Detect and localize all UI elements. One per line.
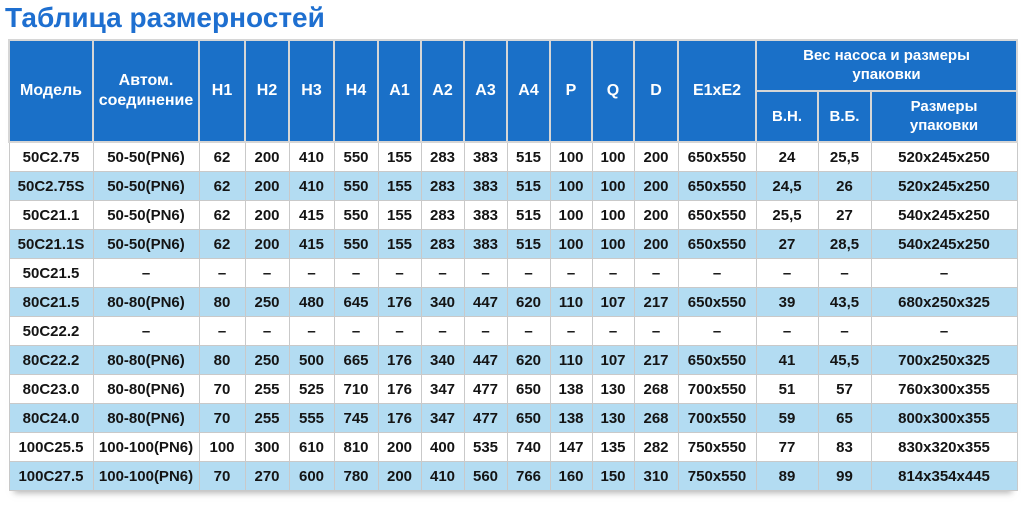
cell-a3: 383	[464, 142, 507, 172]
cell-p: –	[550, 259, 592, 288]
cell-a1: 200	[378, 462, 421, 491]
col-group-weight-and-packaging	[756, 40, 1017, 91]
col-header-e1xe2: E1xE2	[678, 40, 756, 142]
cell-connection: 80-80(PN6)	[93, 375, 199, 404]
cell-a1: 176	[378, 288, 421, 317]
table-row	[9, 404, 1017, 433]
cell-gross-weight: 26	[818, 172, 871, 201]
cell-net-weight: 41	[756, 346, 818, 375]
cell-model: 100C27.5	[9, 462, 93, 491]
table-row	[9, 346, 1017, 375]
cell-a1: 155	[378, 142, 421, 172]
cell-package-size: 760x300x355	[871, 375, 1017, 404]
cell-p: 138	[550, 375, 592, 404]
cell-a2: 340	[421, 346, 464, 375]
cell-e1xe2: –	[678, 259, 756, 288]
cell-h4: 550	[334, 172, 378, 201]
col-header-a1: A1	[378, 40, 421, 142]
cell-model: 80C23.0	[9, 375, 93, 404]
cell-e1xe2: 700x550	[678, 404, 756, 433]
cell-gross-weight: 57	[818, 375, 871, 404]
col-header-connection	[93, 40, 199, 142]
cell-h1: 80	[199, 288, 245, 317]
cell-q: 107	[592, 288, 634, 317]
cell-a1: –	[378, 317, 421, 346]
cell-e1xe2: 650x550	[678, 230, 756, 259]
cell-q: –	[592, 317, 634, 346]
cell-a3: –	[464, 317, 507, 346]
cell-a3: 383	[464, 230, 507, 259]
cell-connection: 80-80(PN6)	[93, 404, 199, 433]
cell-h3: 415	[289, 201, 334, 230]
cell-net-weight: 51	[756, 375, 818, 404]
cell-a4: 740	[507, 433, 550, 462]
cell-net-weight: 89	[756, 462, 818, 491]
cell-connection: –	[93, 259, 199, 288]
col-header-h1: H1	[199, 40, 245, 142]
cell-h2: 200	[245, 172, 289, 201]
cell-q: 130	[592, 404, 634, 433]
cell-h2: 250	[245, 346, 289, 375]
cell-e1xe2: 700x550	[678, 375, 756, 404]
cell-e1xe2: 650x550	[678, 288, 756, 317]
cell-h3: 600	[289, 462, 334, 491]
cell-a3: 447	[464, 346, 507, 375]
cell-h1: 62	[199, 201, 245, 230]
cell-h3: 610	[289, 433, 334, 462]
col-header-h2: H2	[245, 40, 289, 142]
col-header-a4: A4	[507, 40, 550, 142]
cell-a4: 515	[507, 201, 550, 230]
cell-a1: 155	[378, 201, 421, 230]
cell-p: –	[550, 317, 592, 346]
col-header-a3: A3	[464, 40, 507, 142]
cell-a2: 340	[421, 288, 464, 317]
cell-h4: 645	[334, 288, 378, 317]
cell-net-weight: 27	[756, 230, 818, 259]
col-header-model: Модель	[9, 40, 93, 142]
cell-gross-weight: 27	[818, 201, 871, 230]
cell-model: 50C2.75S	[9, 172, 93, 201]
cell-h3: 480	[289, 288, 334, 317]
col-header-connection-label: Автом. соединение	[98, 72, 194, 109]
cell-h3: 410	[289, 172, 334, 201]
cell-model: 50C2.75	[9, 142, 93, 172]
cell-a1: 176	[378, 375, 421, 404]
col-header-h3: H3	[289, 40, 334, 142]
cell-h3: 525	[289, 375, 334, 404]
cell-a2: 347	[421, 404, 464, 433]
cell-a3: 477	[464, 404, 507, 433]
cell-a2: –	[421, 317, 464, 346]
cell-p: 100	[550, 230, 592, 259]
cell-package-size: 800x300x355	[871, 404, 1017, 433]
cell-a3: –	[464, 259, 507, 288]
cell-package-size: 830x320x355	[871, 433, 1017, 462]
cell-a3: 383	[464, 201, 507, 230]
cell-net-weight: –	[756, 317, 818, 346]
cell-package-size: 814x354x445	[871, 462, 1017, 491]
cell-h3: –	[289, 317, 334, 346]
cell-h3: –	[289, 259, 334, 288]
table-row	[9, 375, 1017, 404]
cell-e1xe2: –	[678, 317, 756, 346]
cell-a3: 383	[464, 172, 507, 201]
cell-h1: 70	[199, 462, 245, 491]
table-row	[9, 433, 1017, 462]
cell-h2: –	[245, 317, 289, 346]
cell-gross-weight: –	[818, 317, 871, 346]
cell-h1: 100	[199, 433, 245, 462]
cell-model: 80C21.5	[9, 288, 93, 317]
cell-q: 100	[592, 201, 634, 230]
cell-d: –	[634, 317, 678, 346]
cell-h4: –	[334, 259, 378, 288]
table-row	[9, 288, 1017, 317]
cell-h4: –	[334, 317, 378, 346]
cell-connection: 50-50(PN6)	[93, 230, 199, 259]
cell-h2: 250	[245, 288, 289, 317]
cell-model: 80C22.2	[9, 346, 93, 375]
cell-d: –	[634, 259, 678, 288]
cell-h2: –	[245, 259, 289, 288]
cell-h1: 70	[199, 375, 245, 404]
col-header-net-weight: В.Н.	[756, 91, 818, 142]
cell-q: 100	[592, 230, 634, 259]
cell-e1xe2: 650x550	[678, 201, 756, 230]
cell-a3: 447	[464, 288, 507, 317]
cell-h1: 70	[199, 404, 245, 433]
cell-h1: 62	[199, 172, 245, 201]
cell-a2: 347	[421, 375, 464, 404]
cell-connection: 80-80(PN6)	[93, 346, 199, 375]
cell-a2: 400	[421, 433, 464, 462]
cell-d: 217	[634, 346, 678, 375]
cell-gross-weight: –	[818, 259, 871, 288]
cell-p: 100	[550, 142, 592, 172]
cell-p: 110	[550, 346, 592, 375]
cell-a1: 200	[378, 433, 421, 462]
col-header-package-size-label: Размеры упаковки	[909, 97, 979, 134]
cell-a4: 515	[507, 230, 550, 259]
cell-h3: 410	[289, 142, 334, 172]
cell-p: 147	[550, 433, 592, 462]
cell-a4: 620	[507, 288, 550, 317]
cell-d: 200	[634, 172, 678, 201]
cell-model: 50C21.1	[9, 201, 93, 230]
cell-h2: 200	[245, 142, 289, 172]
cell-gross-weight: 45,5	[818, 346, 871, 375]
cell-a4: 650	[507, 404, 550, 433]
cell-d: 200	[634, 142, 678, 172]
cell-h4: 550	[334, 230, 378, 259]
cell-q: 130	[592, 375, 634, 404]
cell-a4: 766	[507, 462, 550, 491]
cell-a3: 535	[464, 433, 507, 462]
cell-h2: 270	[245, 462, 289, 491]
cell-h4: 810	[334, 433, 378, 462]
cell-d: 268	[634, 375, 678, 404]
col-header-q: Q	[592, 40, 634, 142]
cell-p: 160	[550, 462, 592, 491]
cell-model: 50C21.5	[9, 259, 93, 288]
cell-q: –	[592, 259, 634, 288]
cell-model: 50C21.1S	[9, 230, 93, 259]
cell-gross-weight: 28,5	[818, 230, 871, 259]
table-body	[9, 142, 1017, 491]
cell-h3: 555	[289, 404, 334, 433]
col-header-a2: A2	[421, 40, 464, 142]
cell-h4: 710	[334, 375, 378, 404]
cell-h1: 62	[199, 230, 245, 259]
col-header-h4: H4	[334, 40, 378, 142]
cell-a2: –	[421, 259, 464, 288]
cell-q: 135	[592, 433, 634, 462]
col-header-gross-weight: В.Б.	[818, 91, 871, 142]
cell-model: 100C25.5	[9, 433, 93, 462]
table-row	[9, 230, 1017, 259]
cell-p: 100	[550, 172, 592, 201]
cell-connection: –	[93, 317, 199, 346]
cell-gross-weight: 65	[818, 404, 871, 433]
cell-h1: –	[199, 259, 245, 288]
cell-net-weight: 39	[756, 288, 818, 317]
cell-connection: 50-50(PN6)	[93, 172, 199, 201]
cell-net-weight: 25,5	[756, 201, 818, 230]
cell-d: 268	[634, 404, 678, 433]
cell-connection: 50-50(PN6)	[93, 201, 199, 230]
cell-package-size: 540x245x250	[871, 230, 1017, 259]
cell-h1: 80	[199, 346, 245, 375]
cell-a4: –	[507, 317, 550, 346]
cell-model: 50C22.2	[9, 317, 93, 346]
cell-h2: 200	[245, 230, 289, 259]
cell-package-size: –	[871, 259, 1017, 288]
cell-connection: 100-100(PN6)	[93, 462, 199, 491]
cell-d: 217	[634, 288, 678, 317]
cell-h2: 255	[245, 375, 289, 404]
cell-a1: 155	[378, 230, 421, 259]
cell-e1xe2: 750x550	[678, 462, 756, 491]
cell-h3: 500	[289, 346, 334, 375]
cell-a2: 410	[421, 462, 464, 491]
cell-h2: 200	[245, 201, 289, 230]
dimensions-table	[8, 39, 1018, 491]
cell-net-weight: 24	[756, 142, 818, 172]
cell-connection: 50-50(PN6)	[93, 142, 199, 172]
cell-d: 200	[634, 230, 678, 259]
cell-h4: 745	[334, 404, 378, 433]
cell-connection: 100-100(PN6)	[93, 433, 199, 462]
cell-h2: 300	[245, 433, 289, 462]
cell-net-weight: 24,5	[756, 172, 818, 201]
cell-package-size: 680x250x325	[871, 288, 1017, 317]
cell-q: 107	[592, 346, 634, 375]
cell-a4: 650	[507, 375, 550, 404]
cell-h2: 255	[245, 404, 289, 433]
cell-a2: 283	[421, 230, 464, 259]
table-row	[9, 462, 1017, 491]
col-header-package-size	[871, 91, 1017, 142]
cell-net-weight: –	[756, 259, 818, 288]
cell-package-size: –	[871, 317, 1017, 346]
cell-a4: –	[507, 259, 550, 288]
cell-d: 282	[634, 433, 678, 462]
table-row	[9, 172, 1017, 201]
cell-q: 100	[592, 172, 634, 201]
cell-q: 150	[592, 462, 634, 491]
col-header-d: D	[634, 40, 678, 142]
cell-h4: 665	[334, 346, 378, 375]
cell-net-weight: 77	[756, 433, 818, 462]
cell-package-size: 520x245x250	[871, 172, 1017, 201]
cell-h4: 550	[334, 142, 378, 172]
cell-a4: 515	[507, 172, 550, 201]
cell-a1: –	[378, 259, 421, 288]
cell-a1: 176	[378, 404, 421, 433]
cell-a3: 477	[464, 375, 507, 404]
cell-a2: 283	[421, 142, 464, 172]
table-row	[9, 259, 1017, 288]
table-row	[9, 142, 1017, 172]
cell-e1xe2: 750x550	[678, 433, 756, 462]
cell-h4: 550	[334, 201, 378, 230]
cell-a1: 155	[378, 172, 421, 201]
cell-gross-weight: 43,5	[818, 288, 871, 317]
cell-package-size: 700x250x325	[871, 346, 1017, 375]
cell-package-size: 540x245x250	[871, 201, 1017, 230]
table-row	[9, 201, 1017, 230]
cell-h4: 780	[334, 462, 378, 491]
cell-a2: 283	[421, 172, 464, 201]
cell-p: 110	[550, 288, 592, 317]
cell-d: 200	[634, 201, 678, 230]
cell-package-size: 520x245x250	[871, 142, 1017, 172]
cell-q: 100	[592, 142, 634, 172]
cell-p: 100	[550, 201, 592, 230]
cell-a4: 515	[507, 142, 550, 172]
cell-gross-weight: 99	[818, 462, 871, 491]
page-title: Таблица размерностей	[5, 2, 325, 33]
cell-e1xe2: 650x550	[678, 142, 756, 172]
cell-gross-weight: 25,5	[818, 142, 871, 172]
cell-p: 138	[550, 404, 592, 433]
cell-h3: 415	[289, 230, 334, 259]
cell-a3: 560	[464, 462, 507, 491]
cell-gross-weight: 83	[818, 433, 871, 462]
table-row	[9, 317, 1017, 346]
col-header-p: P	[550, 40, 592, 142]
cell-h1: 62	[199, 142, 245, 172]
cell-a4: 620	[507, 346, 550, 375]
cell-e1xe2: 650x550	[678, 346, 756, 375]
table-header	[9, 40, 1017, 142]
cell-a2: 283	[421, 201, 464, 230]
cell-e1xe2: 650x550	[678, 172, 756, 201]
cell-connection: 80-80(PN6)	[93, 288, 199, 317]
cell-d: 310	[634, 462, 678, 491]
col-group-weight-label: Вес насоса и размеры упаковки	[803, 46, 970, 83]
cell-net-weight: 59	[756, 404, 818, 433]
cell-h1: –	[199, 317, 245, 346]
cell-model: 80C24.0	[9, 404, 93, 433]
cell-a1: 176	[378, 346, 421, 375]
